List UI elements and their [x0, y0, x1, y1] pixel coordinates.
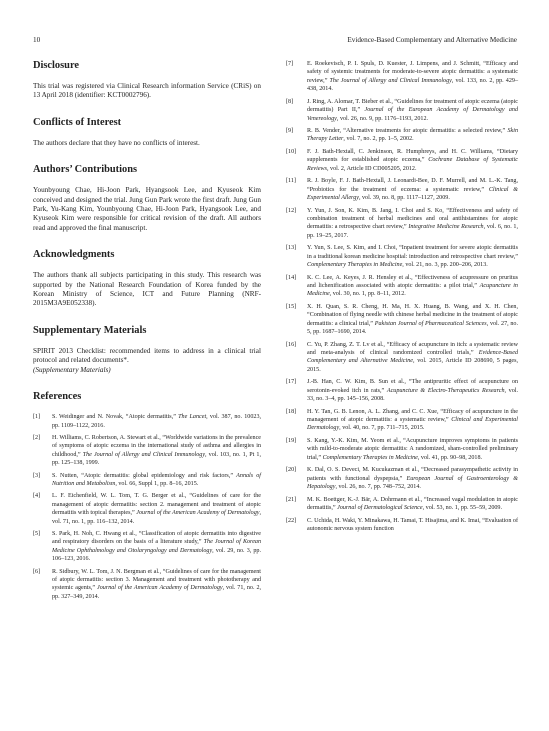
- reference-number: [21]: [286, 496, 297, 503]
- reference-journal: Acupuncture & Electro-Therapeutics Research: [386, 387, 505, 394]
- reference-number: [18]: [286, 408, 297, 415]
- section-title: Supplementary Materials: [33, 324, 147, 336]
- reference-journal: Evidence-Based Complementary and Alternative Medicine: [307, 350, 518, 365]
- supplementary-text: SPIRIT 2013 Checklist: recommended items to address in a clinical trial protocol and related documents*.: [33, 346, 261, 365]
- reference-details: , vol. 66, Suppl 1, pp. 8–16, 2015.: [115, 480, 199, 487]
- reference-details: , vol. 2, Article ID CD005205, 2012.: [326, 165, 417, 172]
- reference-item: [286, 378, 518, 403]
- reference-text: X. H. Quan, S. R. Cheng, H. Ma, H. X. Huang, B. Wang, and X. H. Chen, “Combination of flying needle with chinese herbal medicine in the treatment of atopic dermatitis: a clinical trial,”: [307, 303, 518, 327]
- section-title: Authors’ Contributions: [33, 164, 138, 176]
- reference-details: , vol. 7, no. 2, pp. 1–5, 2002.: [343, 136, 414, 143]
- reference-number: [20]: [286, 467, 297, 474]
- reference-details: , vol. 71, no. 1, pp. 116–132, 2014.: [52, 510, 262, 525]
- reference-number: [10]: [286, 148, 297, 155]
- reference-number: [15]: [286, 303, 297, 310]
- reference-number: [3]: [33, 472, 41, 479]
- reference-number: [6]: [33, 568, 41, 575]
- reference-number: [16]: [286, 341, 297, 348]
- reference-text: E. Roekevisch, P. I. Spuls, D. Kuester, J. Limpens, and J. Schmitt, “Efficacy and safety of systemic treatments for moderate-to-severe atopic dermatitis: a systematic review,”: [307, 61, 518, 84]
- reference-text: H. Y. Tan, G. B. Lenon, A. L. Zhang, and C. C. Xue, “Efficacy of acupuncture in the management of atopic dermatitis: a systematic review,”: [307, 408, 518, 424]
- reference-item: [286, 437, 518, 462]
- contributions-section: [33, 164, 261, 233]
- reference-number: [7]: [286, 61, 294, 67]
- reference-journal: Clinical & Experimental Allergy: [307, 186, 518, 202]
- reference-text: S. Nutten, “Atopic dermatitis: global epidemiology and risk factors,”: [52, 472, 237, 479]
- reference-item: [286, 60, 518, 94]
- reference-text: J.-B. Han, C. W. Kim, B. Sun et al., “The antipruritic effect of acupuncture on serotonin-evoked itch in rats,”: [307, 379, 518, 394]
- reference-text: H. Williams, C. Robertson, A. Stewart et al., “Worldwide variations in the prevalence of symptoms of atopic eczema in the international study of asthma and allergies in childhood,”: [52, 434, 261, 458]
- acknowledgments-section: [33, 249, 261, 309]
- reference-item: [286, 408, 518, 433]
- reference-journal: Acupuncture in Medicine: [307, 283, 518, 298]
- reference-journal: Journal of the American Academy of Dermatology: [136, 510, 260, 517]
- reference-text: K. Dal, O. S. Deveci, M. Kucukazman et al., “Decreased parasympathetic activity in patients with functional dyspepsia,”: [307, 467, 518, 482]
- reference-item: [286, 303, 518, 337]
- reference-journal: Skin Therapy Letter: [307, 128, 518, 143]
- reference-item: [286, 207, 518, 241]
- reference-number: [19]: [286, 437, 297, 444]
- section-text: Younbyoung Chae, Hi-Joon Park, Hyangsook Lee, and Kyuseok Kim conceived and designed the trial. Jung Gun Park wrote the first draft. Jung Gun Park, Yu-Kang Kim, Younbyoung Chae, Hi-Joon Park, Hyangsook Lee, and Kyuseok Kim were responsible for critical revision of the draft. All authors read and approved the final manuscript.: [33, 186, 261, 232]
- supplementary-section: [33, 325, 261, 375]
- reference-details: , vol. 71, no. 2, pp. 327–349, 2014.: [52, 585, 262, 600]
- left-column: [33, 60, 261, 605]
- reference-text: F. J. Bath-Hextall, C. Jenkinson, R. Humphreys, and H. C. Williams, “Dietary supplements for established atopic eczema,”: [307, 148, 518, 164]
- supplementary-link[interactable]: (Supplementary Materials): [33, 365, 111, 374]
- page-number: 10: [33, 36, 41, 44]
- reference-item: [33, 434, 261, 468]
- reference-number: [17]: [286, 379, 297, 386]
- reference-number: [14]: [286, 274, 297, 281]
- reference-number: [12]: [286, 207, 297, 214]
- reference-item: [286, 517, 518, 534]
- reference-text: Y. Yun, S. Lee, S. Kim, and I. Choi, “Inpatient treatment for severe atopic dermatitis in a traditional korean medicine hospital: introduction and retrospective chart review,”: [307, 245, 518, 260]
- references-title: References: [33, 391, 82, 403]
- section-title: Acknowledgments: [33, 249, 115, 261]
- reference-journal: Complementary Therapies in Medicine: [307, 262, 403, 269]
- section-title: Disclosure: [33, 60, 79, 71]
- reference-item: [33, 530, 261, 564]
- reference-text: S. Weidinger and N. Novak, “Atopic dermatitis,”: [52, 414, 179, 421]
- reference-details: , vol. 133, no. 2, pp. 429–438, 2014.: [307, 77, 518, 93]
- reference-text: M. K. Boettger, K.-J. Bär, A. Dohrmann et al., “Increased vagal modulation in atopic dermatitis,”: [307, 496, 518, 511]
- journal-name: Evidence-Based Complementary and Alternative Medicine: [347, 36, 517, 44]
- section-text: The authors declare that they have no conflicts of interest.: [33, 138, 200, 147]
- reference-journal: The Journal of Korean Medicine Ophthalmology and Otolaryngology and Dermatology: [52, 539, 261, 554]
- reference-item: [286, 127, 518, 144]
- reference-details: , vol. 29, no. 3, pp. 106–123, 2016.: [52, 547, 261, 563]
- reference-number: [5]: [33, 530, 41, 537]
- reference-text: R. J. Boyle, F. J. Bath-Hextall, J. Leonardi-Bee, D. F. Murrell, and M. L.-K. Tang, “Probiotics for the treatment of eczema: a systematic review,”: [307, 178, 518, 193]
- reference-item: [286, 274, 518, 299]
- reference-item: [286, 466, 518, 491]
- reference-journal: Pakistan Journal of Pharmaceutical Sciences: [374, 320, 487, 327]
- reference-text: R. Sidbury, W. L. Tom, J. N. Bergman et al., “Guidelines of care for the management of atopic dermatitis: section 3. Management and treatment with phototherapy and systemic agents,”: [52, 568, 261, 592]
- reference-journal: The Journal of Allergy and Clinical Immunology: [329, 77, 452, 84]
- reference-text: C. Yu, P. Zhang, Z. T. Lv et al., “Efficacy of acupuncture in itch: a systematic review and meta-analysis of clinical randomized controlled trials,”: [307, 341, 518, 357]
- conflicts-section: [33, 117, 261, 148]
- reference-item: [33, 492, 261, 526]
- reference-item: [286, 177, 518, 202]
- reference-journal: European Journal of Gastroenterology & Hepatology: [307, 475, 518, 491]
- disclosure-section: [33, 60, 261, 101]
- reference-item: [33, 472, 261, 489]
- references-section: [33, 391, 261, 601]
- reference-number: [22]: [286, 517, 297, 524]
- references-list-left: [33, 413, 261, 601]
- reference-text: C. Uchida, H. Waki, Y. Minakawa, H. Tamai, T. Hisajima, and K. Imai, “Evaluation of autonomic nervous system function: [307, 517, 518, 532]
- reference-text: Y. Yun, J. Son, K. Kim, B. Jang, I. Choi and S. Ko, “Effectiveness and safety of combination treatment of herbal medicines and oral antihistamines for atopic dermatitis: a retrospective chart review,”: [307, 207, 518, 231]
- section-text: This trial was registered via Clinical Research information Service (CRiS) on 13 April 2018 (identifier: KCT0002796).: [33, 82, 261, 100]
- reference-details: , vol. 26, no. 9, pp. 1176–1193, 2012.: [336, 115, 429, 122]
- reference-details: , vol. 41, pp. 90–98, 2018.: [417, 454, 483, 461]
- section-title: Conflicts of Interest: [33, 116, 122, 128]
- references-list-right: [286, 60, 518, 533]
- reference-item: [286, 98, 518, 123]
- reference-details: , vol. 40, no. 7, pp. 711–715, 2015.: [339, 425, 425, 432]
- reference-details: , vol. 6, no. 1, pp. 19–25, 2017.: [307, 224, 519, 239]
- reference-item: [286, 148, 518, 173]
- reference-item: [286, 244, 518, 269]
- reference-details: , vol. 26, no. 7, pp. 748–752, 2014.: [335, 484, 421, 491]
- reference-journal: Journal of the American Academy of Dermatology: [97, 585, 223, 592]
- reference-item: [33, 413, 261, 430]
- reference-details: , vol. 27, no. 5, pp. 1687–1690, 2014.: [307, 320, 519, 336]
- reference-number: [8]: [286, 98, 294, 105]
- reference-item: [286, 341, 518, 375]
- section-text: The authors thank all subjects participating in this study. This research was supported by the National Research Foundation of Korea funded by the Korean Ministry of Science, ICT and Future Planning (NRF-2015M3A9E052338).: [33, 271, 261, 308]
- reference-journal: The Lancet: [178, 414, 207, 421]
- reference-details: , vol. 103, no. 1, Pt 1, pp. 125–138, 1999.: [52, 451, 261, 467]
- reference-number: [4]: [33, 493, 41, 500]
- reference-number: [9]: [286, 128, 294, 135]
- reference-details: , vol. 33, no. 3–4, pp. 145–156, 2008.: [307, 387, 518, 403]
- section-text: [33, 347, 261, 375]
- reference-journal: Clinical and Experimental Dermatology: [307, 417, 518, 432]
- reference-item: [33, 568, 261, 602]
- reference-text: S. Kang, Y.-K. Kim, M. Yeom et al., “Acupuncture improves symptoms in patients with mild-to-moderate atopic dermatitis: A randomized, sham-controlled preliminary trial,”: [307, 437, 518, 461]
- reference-details: , vol. 30, no. 1, pp. 8–11, 2012.: [329, 291, 406, 298]
- reference-details: , vol. 39, no. 8, pp. 1117–1127, 2009.: [358, 195, 450, 202]
- reference-journal: Complementary Therapies in Medicine: [322, 454, 418, 461]
- reference-text: L. F. Eichenfield, W. L. Tom, T. G. Berger et al., “Guidelines of care for the management of atopic dermatitis: section 2. management and treatment of atopic dermatitis with topical therapies,”: [52, 493, 261, 517]
- reference-text: R. B. Vender, “Alternative treatments for atopic dermatitis: a selected review,”: [307, 128, 508, 135]
- reference-text: S. Park, H. Noh, C. Hwang et al., “Classification of atopic dermatitis into digestive and respiratory disorders on the basis of a literature study,”: [52, 530, 261, 546]
- reference-text: J. Ring, A. Alomar, T. Bieber et al., “Guidelines for treatment of atopic eczema (atopic dermatitis) Part II,”: [307, 98, 518, 114]
- reference-number: [13]: [286, 245, 297, 252]
- reference-details: , vol. 53, no. 1, pp. 55–59, 2009.: [422, 505, 502, 511]
- reference-number: [2]: [33, 434, 41, 441]
- reference-number: [1]: [33, 414, 41, 421]
- reference-journal: The Journal of Allergy and Clinical Immunology: [82, 451, 206, 458]
- right-column: [286, 60, 518, 537]
- page-header: [33, 36, 517, 48]
- reference-journal: Integrative Medicine Research: [408, 224, 484, 231]
- reference-text: K. C. Lee, A. Keyes, J. R. Hensley et al., “Effectiveness of acupressure on pruritus and lichenification associated with atopic dermatitis: a pilot trial,”: [307, 274, 518, 289]
- reference-journal: Annals of Nutrition and Metabolism: [52, 472, 261, 487]
- reference-journal: Cochrane Database of Systematic Reviews: [307, 157, 518, 172]
- reference-item: [286, 496, 518, 513]
- reference-journal: Journal of Dermatological Science: [337, 505, 423, 511]
- reference-details: , vol. 21, no. 3, pp. 200–206, 2013.: [402, 262, 488, 269]
- reference-details: , vol. 387, no. 10023, pp. 1109–1122, 2016.: [52, 414, 262, 429]
- reference-details: , vol. 2015, Article ID 208690, 5 pages, 2015.: [307, 358, 518, 373]
- reference-number: [11]: [286, 178, 296, 185]
- reference-journal: Journal of the European Academy of Dermatology and Venereology: [307, 107, 519, 122]
